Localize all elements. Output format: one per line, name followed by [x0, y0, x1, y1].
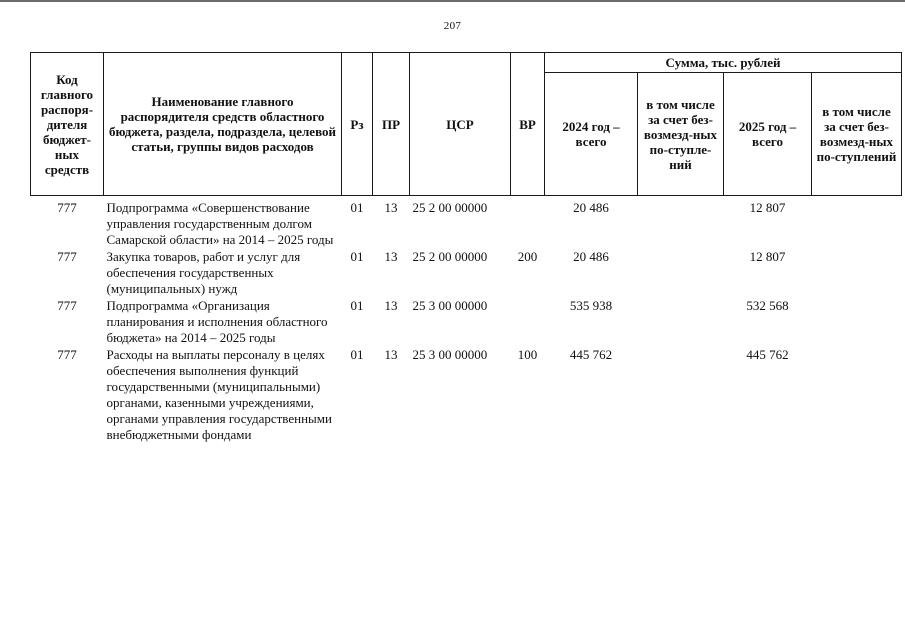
cell-2024-grants — [638, 249, 724, 298]
cell-name: Закупка товаров, работ и услуг для обеспечения государственных (муниципальных) нужд — [106, 249, 301, 296]
cell-pr: 13 — [384, 249, 398, 264]
cell-name: Подпрограмма «Организация планирования и исполнения областного бюджета» на 2014 – 2025 годы — [106, 298, 328, 345]
cell-2025-grants — [812, 298, 902, 347]
cell-rz: 01 — [350, 298, 364, 313]
page-number: 207 — [443, 20, 462, 32]
cell-2024-total: 535 938 — [569, 298, 613, 313]
header-sum-group: Сумма, тыс. рублей — [545, 53, 902, 73]
table-body — [31, 196, 902, 445]
table-row — [31, 200, 902, 249]
cell-name: Подпрограмма «Совершенствование управления государственным долгом Самарской области» на 2014 – 2025 годы — [106, 200, 334, 247]
cell-csr: 25 3 00 00000 — [412, 298, 488, 313]
cell-2025-total: 532 568 — [746, 298, 789, 313]
header-vr: ВР — [511, 53, 545, 196]
cell-2025-total: 445 762 — [746, 347, 789, 362]
table-row — [31, 347, 902, 444]
cell-rz: 01 — [350, 249, 364, 264]
cell-2025-grants — [812, 200, 902, 249]
page-top-border — [0, 0, 905, 2]
header-2025-grants: в том числе за счет без-возмезд-ных по-ступлений — [812, 73, 902, 196]
cell-2024-total: 20 486 — [573, 200, 609, 215]
cell-2024-grants — [638, 298, 724, 347]
table-row — [31, 249, 902, 298]
table-row — [31, 298, 902, 347]
cell-code: 777 — [57, 249, 77, 264]
header-csr: ЦСР — [410, 53, 511, 196]
header-code: Код главного распоря-дителя бюджет-ных средств — [31, 53, 104, 196]
cell-vr: 200 — [517, 249, 538, 264]
header-name: Наименование главного распорядителя средств областного бюджета, раздела, подраздела, целевой статьи, группы видов расходов — [104, 53, 342, 196]
cell-rz: 01 — [350, 200, 364, 215]
cell-2024-total: 20 486 — [573, 249, 609, 264]
cell-code: 777 — [57, 298, 77, 313]
cell-csr: 25 2 00 00000 — [412, 200, 488, 215]
cell-code: 777 — [57, 347, 77, 362]
header-2024-total: 2024 год – всего — [545, 73, 638, 196]
cell-pr: 13 — [384, 347, 398, 362]
cell-2024-grants — [638, 347, 724, 444]
cell-rz: 01 — [350, 347, 364, 362]
cell-name: Расходы на выплаты персоналу в целях обеспечения выполнения функций государственными (муниципальными) органами, казенными учреждениями, органами управления государственными внебюджетными фондами — [106, 347, 332, 442]
budget-table — [30, 52, 902, 444]
cell-2025-total: 12 807 — [749, 200, 786, 215]
cell-vr — [511, 200, 545, 249]
cell-2025-grants — [812, 347, 902, 444]
cell-csr: 25 2 00 00000 — [412, 249, 488, 264]
cell-code: 777 — [57, 200, 77, 215]
cell-pr: 13 — [384, 200, 398, 215]
cell-pr: 13 — [384, 298, 398, 313]
header-2025-total: 2025 год – всего — [724, 73, 812, 196]
cell-csr: 25 3 00 00000 — [412, 347, 488, 362]
header-pr: ПР — [373, 53, 410, 196]
cell-2025-total: 12 807 — [749, 249, 786, 264]
cell-2024-grants — [638, 200, 724, 249]
table-header — [31, 53, 902, 196]
cell-vr — [511, 298, 545, 347]
cell-2025-grants — [812, 249, 902, 298]
header-2024-grants: в том числе за счет без-возмезд-ных по-ступле-ний — [638, 73, 724, 196]
header-rz: Рз — [342, 53, 373, 196]
cell-vr: 100 — [517, 347, 538, 362]
cell-2024-total: 445 762 — [569, 347, 613, 362]
